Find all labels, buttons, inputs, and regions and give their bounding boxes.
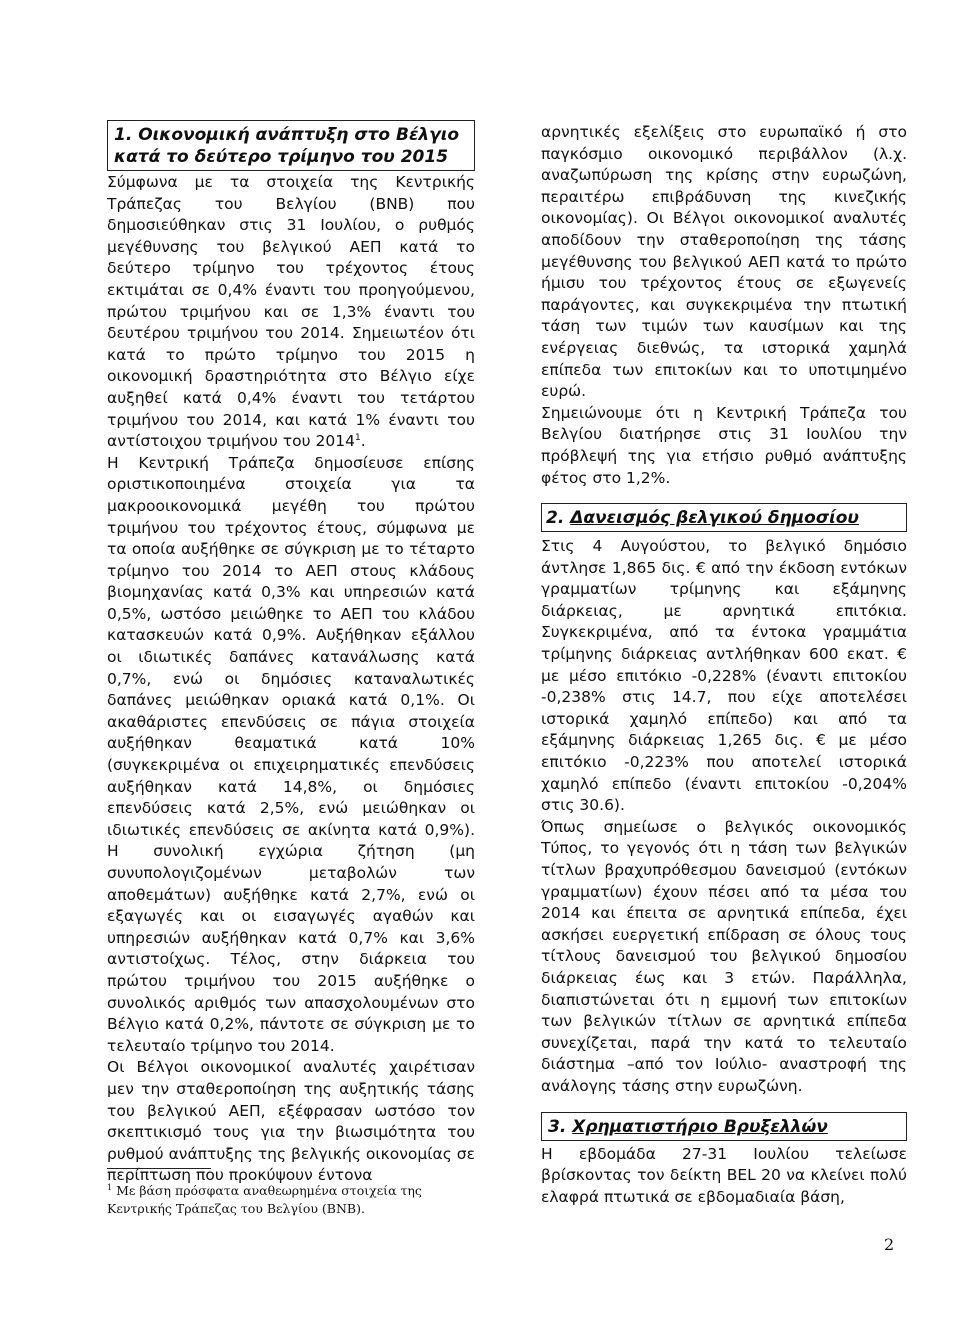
section-1-paragraph-1	[107, 172, 475, 453]
footnote	[107, 1182, 487, 1218]
section-2-heading	[541, 503, 907, 532]
section-2-title: Δανεισμός βελγικού δημοσίου	[570, 508, 859, 529]
section-3-paragraph-1: Η εβδομάδα 27-31 Ιουλίου τελείωσε βρίσκοντας τον δείκτη BEL 20 να κλείνει πολύ ελαφρά πτωτικά σε εβδομαδιαία βάση,	[541, 1144, 907, 1206]
section-3-number: 3.	[548, 1116, 567, 1137]
section-1-text-a-end: .	[360, 432, 366, 451]
section-2-paragraph-2: Όπως σημείωσε ο βελγικός οικονομικός Τύπος, το γεγονός ότι η τάση των βελγικών τίτλων βραχυπρόθεσμου δανεισμού (εντόκων γραμματίων) έχουν πέσει από τα μέσα του 2014 και έπειτα σε αρνητικά επίπεδα, έχει ασκήσει ευεργετική επίδραση σε όλους τους τίτλους δανεισμού του βελγικού δημοσίου διάρκειας έως και 3 ετών. Παράλληλα, διαπιστώνεται ότι η εμμονή των επιτοκίων των βελγικών τίτλων σε αρνητικά επίπεδα συνεχίζεται, παρά την κατά το τελευταίο διάστημα –από τον Ιούλιο- αναστροφή της ανάλογης τάσης στην ευρωζώνη.	[541, 817, 907, 1095]
section-1-paragraph-3: Οι Βέλγοι οικονομικοί αναλυτές χαιρέτισαν μεν την σταθεροποίηση της αυξητικής τάσης του βελγικού ΑΕΠ, εξέφρασαν ωστόσο τον σκεπτικισμό τους για την βιωσιμότητα του ρυθμού ανάπτυξης της βελγικής οικονομίας σε περίπτωση που προκύψουν έντονα	[107, 1058, 475, 1185]
right-column	[541, 122, 907, 1208]
section-3-heading	[541, 1112, 907, 1141]
section-3-title: Χρηματιστήριο Βρυξελλών	[572, 1116, 828, 1137]
section-1-paragraph-5: Σημειώνουμε ότι η Κεντρική Τράπεζα του Βελγίου διατήρησε στις 31 Ιουλίου την πρόβλεψή της για ετήσιο ρυθμό ανάπτυξης φέτος στο 1,2%.	[541, 403, 907, 487]
footnote-reference[interactable]: 1	[354, 432, 361, 443]
section-2-paragraph-1: Στις 4 Αυγούστου, το βελγικό δημόσιο άντλησε 1,865 δις. € από την έκδοση εντόκων γραμματίων τρίμηνης και εξάμηνης διάρκειας, με αρνητικά επιτόκια. Συγκεκριμένα, από τα έντοκα γραμμάτια τρίμηνης διάρκειας αντλήθηκαν 600 εκατ. € με μέσο επιτόκιο -0,228% (έναντι επιτοκίου -0,238% στις 14.7, που είχε αποτελέσει ιστορικά χαμηλό επίπεδο) και από τα εξάμηνης διάρκειας 1,265 δις. € με μέσο επιτόκιο -0,223% που αποτελεί ιστορικά χαμηλό επίπεδο (έναντι επιτοκίου -0,204% στις 30.6).	[541, 537, 907, 815]
footnote-marker: 1	[107, 1182, 113, 1192]
page-number: 2	[884, 1235, 895, 1254]
section-1-text-a: Σύμφωνα με τα στοιχεία της Κεντρικής Τράπεζας του Βελγίου (BNB) που δημοσιεύθηκαν στις 31 Ιουλίου, ο ρυθμός μεγέθυνσης του βελγικού ΑΕΠ κατά το δεύτερο τρίμηνο του τρέχοντος έτους εκτιμάται σε 0,4% έναντι του προηγούμενου, πρώτου τριμήνου και σε 1,3% έναντι του δευτέρου τριμήνου του 2014. Σημειωτέον ότι κατά το πρώτο τρίμηνο του 2015 η οικονομική δραστηριότητα στο Βέλγιο είχε αυξηθεί κατά 0,4% έναντι του τετάρτου τριμήνου του 2014, και κατά 1% έναντι του αντίστοιχου τριμήνου του 2014	[107, 173, 475, 451]
footnote-text: Με βάση πρόσφατα αναθεωρημένα στοιχεία της Κεντρικής Τράπεζας του Βελγίου (BNB).	[107, 1183, 422, 1216]
footnote-separator	[107, 1168, 211, 1169]
section-1-number: 1.	[114, 125, 133, 145]
section-1-paragraph-4: αρνητικές εξελίξεις στο ευρωπαϊκό ή στο παγκόσμιο οικονομικό περιβάλλον (λ.χ. αναζωπύρωση της κρίσης στην ευρωζώνη, περαιτέρω επιβράδυνση της κινεζικής οικονομίας). Οι Βέλγοι οικονομικοί αναλυτές αποδίδουν την σταθεροποίηση της τάσης μεγέθυνσης του βελγικού ΑΕΠ κατά το πρώτο ήμισυ του τρέχοντος έτους σε εξωγενείς παράγοντες, και συγκεκριμένα την πτωτική τάση των τιμών των καυσίμων και της ενέργειας διεθνώς, τα ιστορικά χαμηλά επίπεδα των επιτοκίων και το υποτιμημένο ευρώ.	[541, 123, 907, 401]
section-2-number: 2.	[546, 508, 565, 529]
section-1-paragraph-2: Η Κεντρική Τράπεζα δημοσίευσε επίσης οριστικοποιημένα στοιχεία για τα μακροοικονομικά μεγέθη του πρώτου τριμήνου του τρέχοντος έτους, σύμφωνα με τα οποία αυξήθηκε σε σύγκριση με το τέταρτο τρίμηνο του 2014 το ΑΕΠ στους κλάδους βιομηχανίας κατά 0,3% και υπηρεσιών κατά 0,5%, ωστόσο μειώθηκε το ΑΕΠ του κλάδου κατασκευών κατά 0,9%. Αυξήθηκαν εξάλλου οι ιδιωτικές δαπάνες κατανάλωσης κατά 0,7%, ενώ οι δημόσιες καταναλωτικές δαπάνες μειώθηκαν οριακά κατά 0,1%. Οι ακαθάριστες επενδύσεις σε πάγια στοιχεία αυξήθηκαν θεαματικά κατά 10% (συγκεκριμένα οι επιχειρηματικές επενδύσεις αυξήθηκαν κατά 14,8%, οι δημόσιες επενδύσεις κατά 2,5%, ενώ μειώθηκαν οι ιδιωτικές επενδύσεις σε ακίνητα κατά 0,9%). Η συνολική εγχώρια ζήτηση (μη συνυπολογιζομένων μεταβολών των αποθεμάτων) αυξήθηκε κατά 2,7%, ενώ οι εξαγωγές και οι εισαγωγές αγαθών και υπηρεσιών αυξήθηκαν κατά 0,7% και 3,6% αντιστοίχως. Τέλος, στην διάρκεια του πρώτου τριμήνου του 2015 αυξήθηκε ο συνολικός αριθμός των απασχολουμένων στο Βέλγιο κατά 0,2%, πάντοτε σε σύγκριση με το τελευταίο τρίμηνο του 2014.	[107, 453, 475, 1055]
left-column	[107, 120, 475, 1187]
section-1-heading	[107, 120, 475, 171]
section-1-title: Οικονομική ανάπτυξη στο Βέλγιο κατά το δεύτερο τρίμηνο του 2015	[114, 125, 460, 167]
